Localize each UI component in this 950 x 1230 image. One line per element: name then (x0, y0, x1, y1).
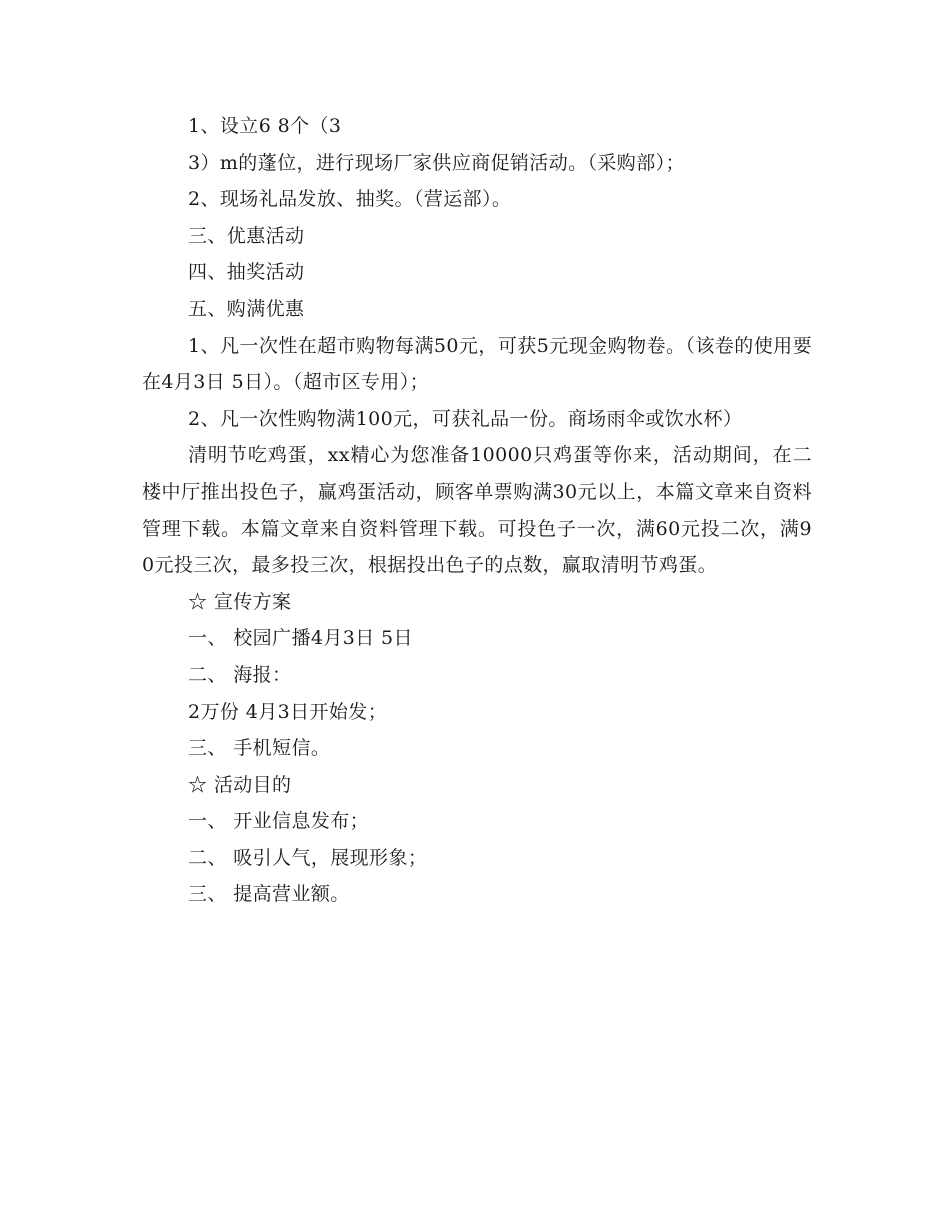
heading-activity-purpose: ☆ 活动目的 (188, 773, 292, 796)
paragraph-increase-sales: 三、 提高营业额。 (188, 883, 350, 906)
paragraph-sms: 三、 手机短信。 (188, 737, 331, 760)
paragraph-gift-offer: 2、凡一次性购物满100元，可获礼品一份。商场雨伞或饮水杯） (188, 407, 743, 430)
heading-lottery-activity: 四、抽奖活动 (188, 261, 305, 284)
paragraph-poster-copies: 2万份 4月3日开始发； (188, 700, 388, 723)
paragraph-egg-activity: 清明节吃鸡蛋，xx精心为您准备10000只鸡蛋等你来，活动期间，在二楼中厅推出投色子，赢鸡蛋活动，顾客单票购满30元以上，本篇文章来自资料管理下载。本篇文章来自资料管理下载。可投色子一次，满60元投二次，满90元投三次，最多投三次，根据投出色子的点数，赢取清明节鸡蛋。 (142, 444, 812, 577)
paragraph-campus-broadcast: 一、 校园广播4月3日 5日 (188, 627, 413, 650)
paragraph-opening-info: 一、 开业信息发布； (188, 810, 370, 833)
paragraph-gift-lottery: 2、现场礼品发放、抽奖。（营运部）。 (188, 188, 512, 211)
paragraph-cash-voucher: 1、凡一次性在超市购物每满50元，可获5元现金购物卷。（该卷的使用要在4月3日 5日）。（超市区专用）； (142, 334, 812, 394)
document-body (142, 108, 812, 913)
heading-publicity-plan: ☆ 宣传方案 (188, 590, 292, 613)
paragraph-booth-promotion: 3）m的蓬位，进行现场厂家供应商促销活动。（采购部）； (188, 151, 685, 174)
heading-discount-activity: 三、优惠活动 (188, 224, 305, 247)
paragraph-attract-popularity: 二、 吸引人气，展现形象； (188, 846, 428, 869)
paragraph-booth-setup: 1、设立6 8个（3 (188, 115, 342, 137)
heading-purchase-offer: 五、购满优惠 (188, 297, 305, 320)
paragraph-poster: 二、 海报： (188, 663, 292, 686)
